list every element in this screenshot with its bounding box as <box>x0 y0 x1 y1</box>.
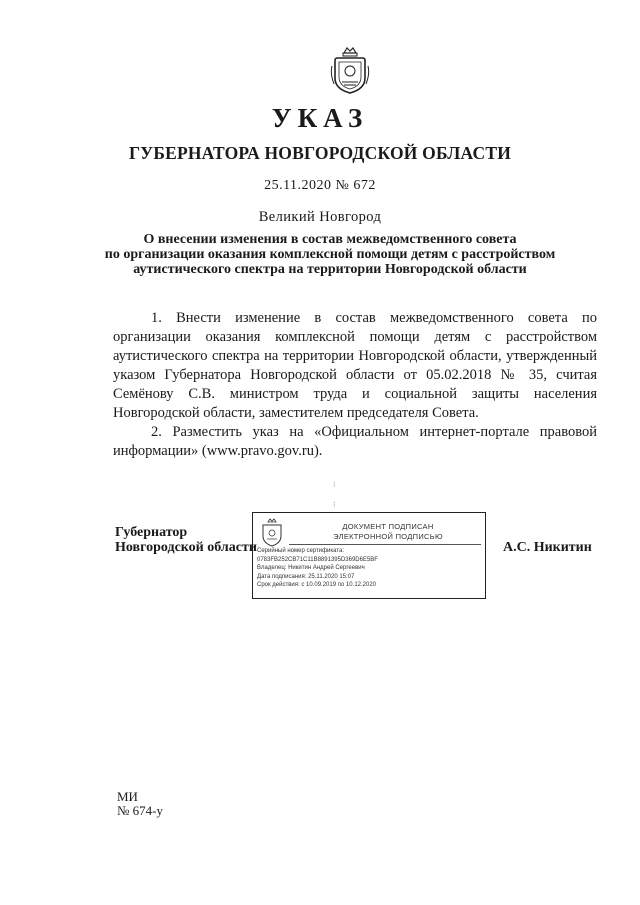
stamp-detail-line: Владелец: Никитин Андрей Сергеевич <box>257 565 365 572</box>
stamp-detail-line: 0783FB252CB71C11B8891395D369D6E5BF <box>257 556 378 563</box>
document-title: УКАЗ <box>271 103 369 133</box>
date-number: 25.11.2020 № 672 <box>264 178 376 193</box>
position-line: Новгородской области <box>115 540 257 555</box>
city-name: Великий Новгород <box>258 209 382 225</box>
stamp-detail-line: Серийный номер сертификата: <box>257 548 345 554</box>
stamp-emblem-icon <box>260 517 284 547</box>
document-subtitle: ГУБЕРНАТОРА НОВГОРОДСКОЙ ОБЛАСТИ <box>128 143 512 163</box>
registration-marks <box>117 790 163 818</box>
scan-mark: ⁝ <box>333 500 336 509</box>
heading-line: по организации оказания комплексной помощи детям с расстройством <box>104 247 556 262</box>
position-line: Губернатор <box>115 525 188 540</box>
stamp-header <box>293 522 483 542</box>
marks-line: № 674-у <box>117 803 163 818</box>
heading-line: аутистического спектра на территории Новгородской области <box>133 262 527 277</box>
scan-mark: ⁝ <box>333 480 336 489</box>
stamp-detail-line: Дата подписания: 25.11.2020 15:07 <box>257 573 355 580</box>
coat-of-arms-emblem <box>330 44 370 94</box>
stamp-header-line: ЭЛЕКТРОННОЙ ПОДПИСЬЮ <box>333 532 443 541</box>
document-body <box>113 309 597 461</box>
paragraph: 1. Внести изменение в состав межведомственного совета по организации оказания комплексной помощи детям с расстройством аутистического спектра на территории Новгородской области, утвержденный указом Губернатора Новгородской области от 05.02.2018 № 35, считая Семёнову С.В. министром труда и социальной защиты населения Новгородской области, заместителем председателя Совета. <box>113 310 597 421</box>
stamp-details <box>257 547 485 590</box>
electronic-signature-stamp <box>252 512 486 599</box>
stamp-header-line: ДОКУМЕНТ ПОДПИСАН <box>342 522 434 531</box>
stamp-detail-line: Срок действия: с 10.09.2019 по 10.12.2020 <box>257 582 377 589</box>
document-heading <box>95 232 565 277</box>
paragraph: 2. Разместить указ на «Официальном интернет-портале правовой информации» (www.pravo.gov.ru). <box>113 424 597 459</box>
signature-position <box>115 525 257 555</box>
stamp-divider <box>289 544 481 545</box>
heading-line: О внесении изменения в состав межведомственного совета <box>143 232 517 247</box>
signer-name: А.С. Никитин <box>503 540 592 555</box>
marks-line: МИ <box>117 789 138 804</box>
